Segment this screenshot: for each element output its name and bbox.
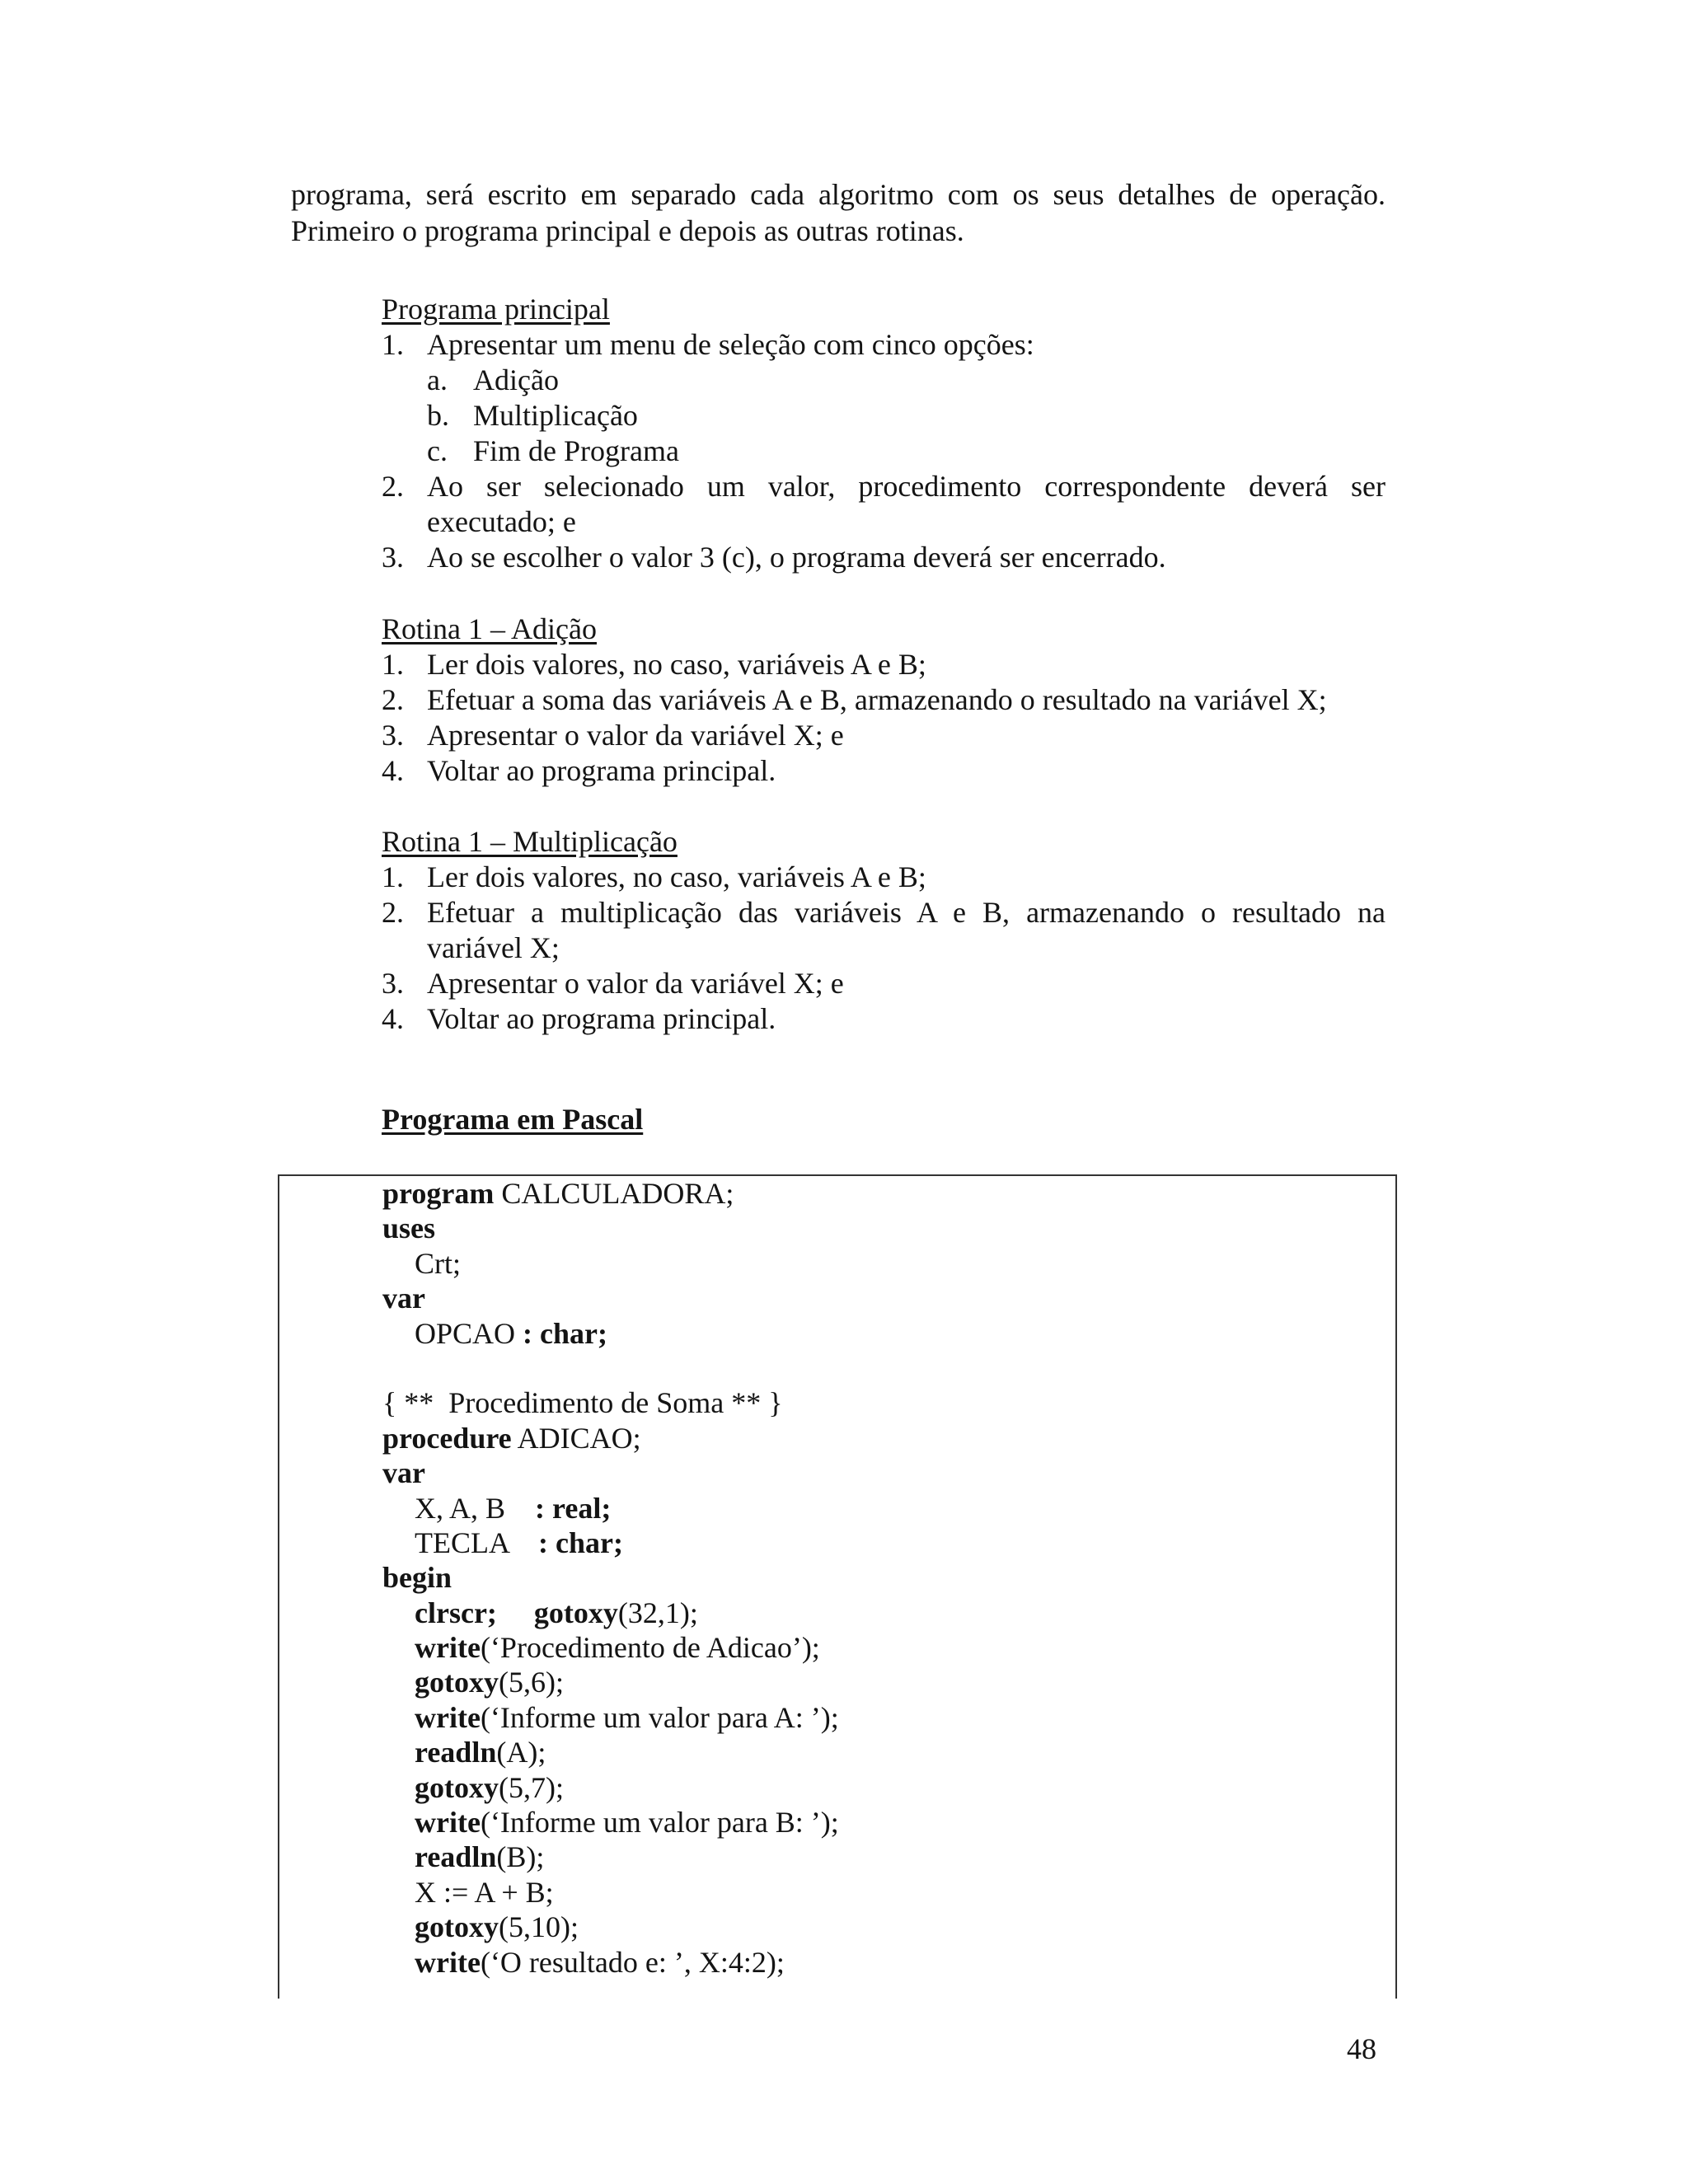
code-line-blank	[382, 1351, 839, 1385]
item-text: Apresentar o valor da variável X; e	[427, 967, 844, 1000]
main-program-section	[382, 292, 1386, 575]
list-item	[382, 540, 1386, 575]
option-letter: b.	[427, 399, 449, 432]
item-text: Voltar ao programa principal.	[427, 754, 776, 787]
list-item	[382, 895, 1386, 966]
option-text: Adição	[473, 363, 559, 396]
code-line	[382, 1700, 839, 1735]
item-number: 1.	[382, 328, 404, 361]
code-line	[382, 1316, 839, 1351]
list-item	[382, 469, 1386, 540]
code-comment: { ** Procedimento de Soma ** }	[382, 1386, 783, 1420]
list-item-option	[382, 363, 1386, 398]
code-line: uses	[382, 1212, 436, 1245]
item-number: 3.	[382, 719, 404, 752]
item-number: 1.	[382, 648, 404, 681]
item-text: Ao se escolher o valor 3 (c), o programa deverá ser encerrado.	[427, 541, 1166, 574]
code-line	[382, 1770, 839, 1805]
option-letter: c.	[427, 434, 448, 467]
code-text: (‘Informe um valor para A: ’);	[480, 1700, 839, 1734]
item-text: Efetuar a multiplicação das variáveis A e B, armazenando o resultado na variável X;	[427, 896, 1386, 964]
code-keyword: readln	[415, 1840, 497, 1874]
code-text: X, A, B	[415, 1491, 536, 1525]
code-line	[382, 1945, 839, 1980]
list-item-option	[382, 434, 1386, 469]
code-keyword: gotoxy	[415, 1666, 499, 1699]
list-item	[382, 753, 1386, 789]
code-line	[382, 1840, 839, 1874]
code-line	[382, 1910, 839, 1944]
code-line	[382, 1596, 839, 1630]
code-line: begin	[382, 1561, 452, 1595]
code-text: OPCAO	[415, 1316, 523, 1350]
item-text: Apresentar um menu de seleção com cinco opções:	[427, 328, 1034, 361]
routine-add-section	[382, 612, 1386, 789]
code-line	[382, 1421, 839, 1455]
item-text: Voltar ao programa principal.	[427, 1002, 776, 1035]
code-keyword: : char;	[523, 1316, 607, 1350]
item-number: 4.	[382, 1002, 404, 1035]
list-item	[382, 647, 1386, 682]
routine-mult-title: Rotina 1 – Multiplicação	[382, 825, 678, 858]
code-keyword: : char;	[538, 1526, 623, 1559]
code-text: CALCULADORA;	[494, 1177, 734, 1210]
list-item	[382, 682, 1386, 718]
item-number: 3.	[382, 541, 404, 574]
code-text: ADICAO;	[511, 1421, 641, 1455]
item-text: Ler dois valores, no caso, variáveis A e B;	[427, 860, 926, 893]
code-line: Crt;	[415, 1246, 462, 1280]
code-line	[382, 1805, 839, 1840]
code-keyword: gotoxy	[415, 1910, 499, 1944]
main-program-title: Programa principal	[382, 293, 610, 326]
option-letter: a.	[427, 363, 448, 396]
code-space	[497, 1596, 534, 1629]
code-line: X := A + B;	[415, 1875, 554, 1909]
code-text: (B);	[496, 1840, 545, 1874]
code-keyword: readln	[415, 1736, 497, 1769]
option-text: Fim de Programa	[473, 434, 679, 467]
code-line: var	[382, 1282, 425, 1315]
code-line	[382, 1665, 839, 1699]
code-text: (5,6);	[499, 1666, 564, 1699]
code-line	[382, 1735, 839, 1769]
code-text: (‘O resultado e: ’, X:4:2);	[480, 1945, 785, 1979]
code-text: (‘Informe um valor para B: ’);	[480, 1806, 839, 1840]
code-text: (‘Procedimento de Adicao’);	[480, 1631, 820, 1665]
item-number: 2.	[382, 683, 404, 716]
code-text: (A);	[496, 1736, 546, 1769]
code-listing	[382, 1176, 839, 1980]
code-keyword: gotoxy	[533, 1596, 618, 1629]
list-item	[382, 1001, 1386, 1037]
code-keyword: write	[415, 1631, 481, 1665]
code-text: (5,10);	[499, 1910, 579, 1944]
code-line	[382, 1491, 839, 1526]
code-line	[382, 1176, 839, 1211]
list-item-option	[382, 398, 1386, 434]
code-keyword: gotoxy	[415, 1770, 499, 1804]
code-text: TECLA	[415, 1526, 538, 1559]
list-item	[382, 327, 1386, 363]
code-keyword: write	[415, 1945, 481, 1979]
intro-paragraph: programa, será escrito em separado cada algoritmo com os seus detalhes de operação. Primeiro o programa principal e depois as outras rotinas.	[291, 178, 1386, 247]
code-keyword: program	[382, 1177, 495, 1210]
item-number: 4.	[382, 754, 404, 787]
code-line	[382, 1630, 839, 1665]
option-text: Multiplicação	[473, 399, 638, 432]
routine-mult-section	[382, 824, 1386, 1037]
code-keyword: write	[415, 1700, 481, 1734]
code-text: (32,1);	[617, 1596, 698, 1629]
list-item	[382, 718, 1386, 753]
code-keyword: write	[415, 1806, 481, 1840]
item-number: 1.	[382, 860, 404, 893]
item-text: Apresentar o valor da variável X; e	[427, 719, 844, 752]
pascal-section-title: Programa em Pascal	[382, 1103, 644, 1136]
item-text: Ler dois valores, no caso, variáveis A e B;	[427, 648, 926, 681]
code-keyword: procedure	[382, 1421, 512, 1455]
list-item	[382, 966, 1386, 1001]
code-keyword: clrscr;	[415, 1596, 497, 1629]
item-number: 2.	[382, 470, 404, 503]
code-keyword: : real;	[535, 1491, 612, 1525]
code-text: (5,7);	[499, 1770, 564, 1804]
item-number: 2.	[382, 896, 404, 929]
item-number: 3.	[382, 967, 404, 1000]
item-text: Efetuar a soma das variáveis A e B, armazenando o resultado na variável X;	[427, 683, 1327, 716]
item-text: Ao ser selecionado um valor, procedimento correspondente deverá ser executado; e	[427, 470, 1386, 538]
code-line: var	[382, 1456, 425, 1490]
code-line	[382, 1526, 839, 1560]
list-item	[382, 860, 1386, 895]
routine-add-title: Rotina 1 – Adição	[382, 612, 597, 645]
page-number: 48	[1347, 2032, 1376, 2065]
